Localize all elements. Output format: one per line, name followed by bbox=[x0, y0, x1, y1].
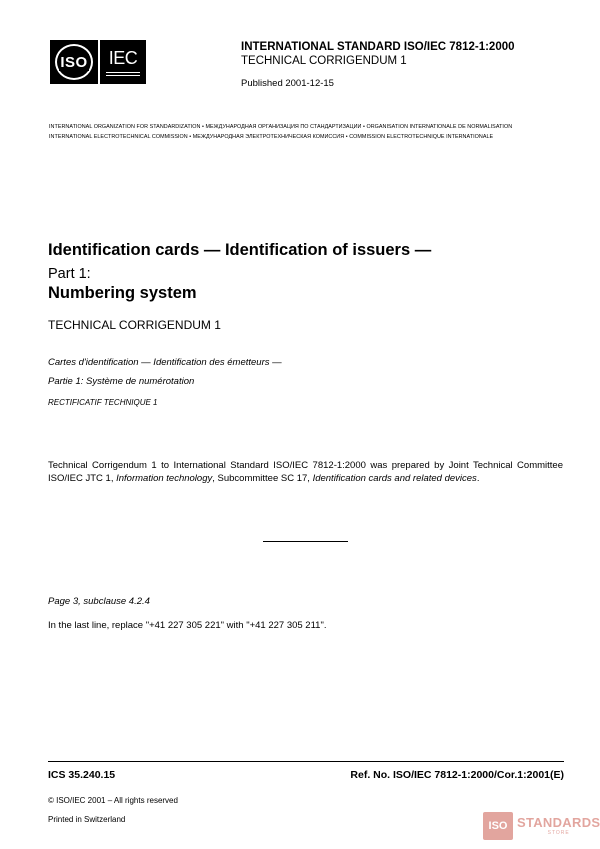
printed-location: Printed in Switzerland bbox=[48, 815, 126, 824]
correction-instruction: In the last line, replace "+41 227 305 221" with "+41 227 305 211". bbox=[48, 620, 327, 631]
store-watermark bbox=[483, 812, 600, 840]
intro-italic-1: Information technology bbox=[116, 473, 213, 484]
publication-date: Published 2001-12-15 bbox=[241, 78, 334, 89]
ics-code: ICS 35.240.15 bbox=[48, 769, 116, 781]
intro-text-a: Technical Corrigendum 1 to International Standard ISO/IEC 7812-1:2000 was prepared by Joint Technical Committee ISO/IEC JTC 1, bbox=[48, 460, 563, 484]
publisher-logos bbox=[50, 40, 146, 84]
part-label: Part 1: bbox=[48, 266, 91, 282]
french-corrigendum: RECTIFICATIF TECHNIQUE 1 bbox=[48, 398, 158, 407]
intro-italic-2: Identification cards and related devices bbox=[312, 473, 477, 484]
corrigendum-label: TECHNICAL CORRIGENDUM 1 bbox=[241, 55, 407, 67]
organizations-banner bbox=[49, 122, 563, 142]
standard-number: INTERNATIONAL STANDARD ISO/IEC 7812-1:2000 bbox=[241, 41, 515, 53]
intro-text-c: . bbox=[476, 473, 480, 484]
iso-logo bbox=[50, 40, 98, 84]
watermark-brand bbox=[517, 816, 600, 836]
part-subtitle: Numbering system bbox=[48, 284, 197, 302]
watermark-brand-text: STANDARDS bbox=[517, 815, 600, 830]
correction-location: Page 3, subclause 4.2.4 bbox=[48, 596, 150, 607]
intro-text-b: , Subcommittee SC 17, bbox=[212, 473, 313, 484]
reference-number: Ref. No. ISO/IEC 7812-1:2000/Cor.1:2001(E) bbox=[350, 769, 564, 781]
document-header bbox=[241, 40, 515, 89]
iec-logo-text: IEC bbox=[108, 48, 138, 68]
document-title: Identification cards — Identification of issuers — bbox=[48, 241, 432, 259]
iec-logo bbox=[100, 40, 146, 84]
section-divider bbox=[263, 541, 348, 542]
copyright-notice: © ISO/IEC 2001 – All rights reserved bbox=[48, 796, 178, 805]
organizations-line-1: INTERNATIONAL ORGANIZATION FOR STANDARDIZATION • МЕЖДУНАРОДНАЯ ОРГАНИЗАЦИЯ ПО СТАНДАРТИЗАЦИИ • ORGANISATION INTERNATIONALE DE NORMALISATION bbox=[49, 124, 513, 130]
iso-logo-text: ISO bbox=[60, 53, 88, 71]
french-part: Partie 1: Système de numérotation bbox=[48, 376, 195, 387]
footer-rule bbox=[48, 761, 564, 762]
french-title: Cartes d'identification — Identification des émetteurs — bbox=[48, 357, 282, 368]
intro-paragraph bbox=[48, 459, 563, 485]
watermark-tag-text: STORE bbox=[547, 830, 570, 836]
watermark-iso-badge: ISO bbox=[483, 812, 513, 840]
technical-corrigendum-heading: TECHNICAL CORRIGENDUM 1 bbox=[48, 318, 221, 332]
organizations-line-2: INTERNATIONAL ELECTROTECHNICAL COMMISSION • МЕЖДУНАРОДНАЯ ЭЛЕКТРОТЕХНИЧЕСКАЯ КОМИССИЯ • COMMISSION ELECTROTECHNIQUE INTERNATIONALE bbox=[49, 134, 494, 140]
